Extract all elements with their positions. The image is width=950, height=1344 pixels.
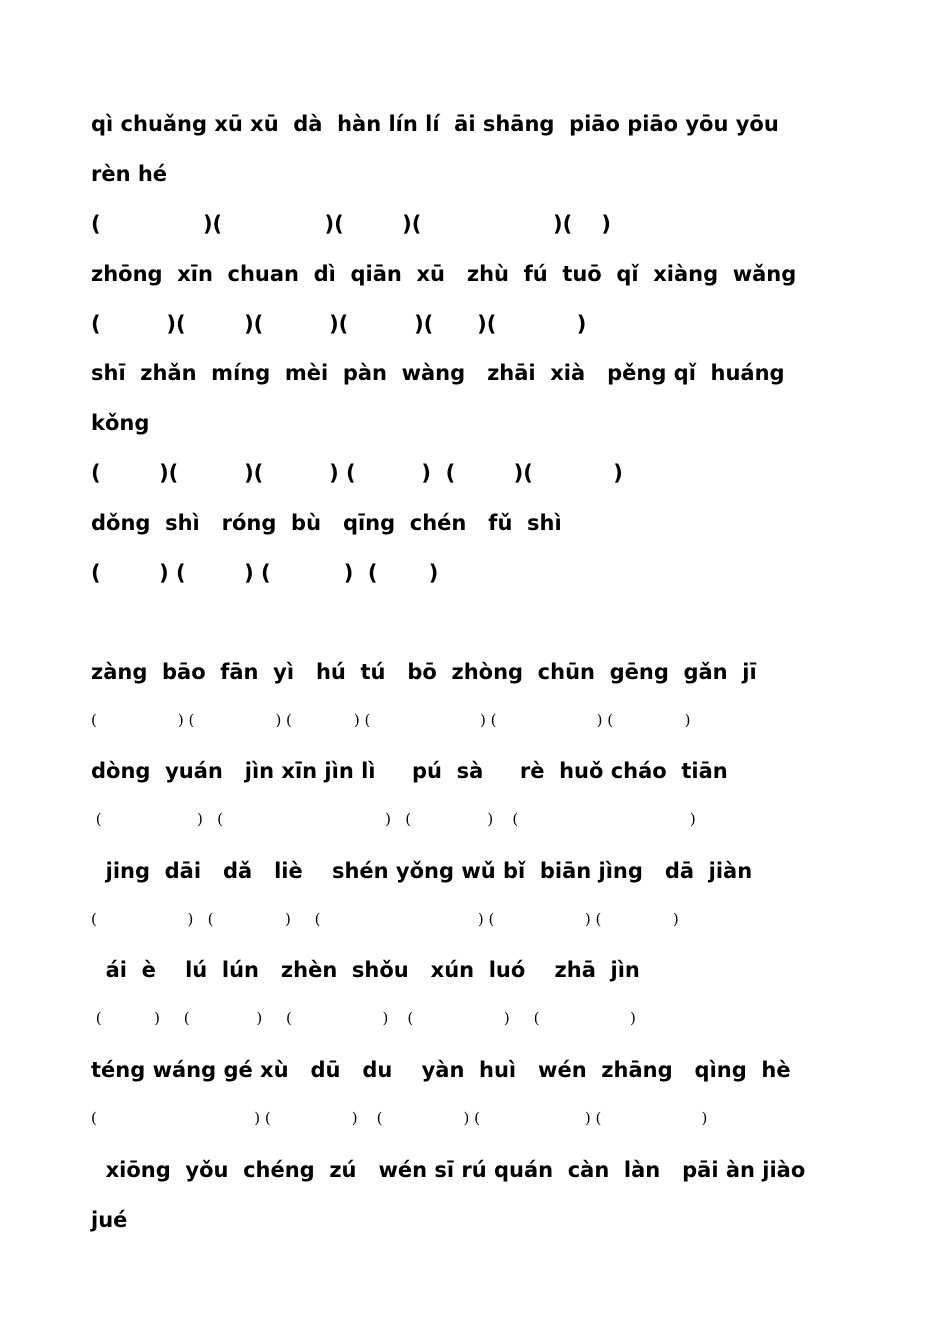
answer-brackets-line: ( ) ( ) ( ) ( ) ( ) ( ) bbox=[91, 711, 691, 729]
pinyin-line: jing dāi dǎ liè shén yǒng wǔ bǐ biān jìng dā jiàn bbox=[91, 859, 753, 883]
pinyin-line: zhōng xīn chuan dì qiān xū zhù fú tuō qǐ xiàng wǎng bbox=[91, 262, 797, 286]
answer-brackets-line: ( ) ( ) ( ) ( ) bbox=[91, 810, 696, 828]
answer-brackets-line: ( )( )( )( )( )( ) bbox=[91, 312, 587, 336]
pinyin-line: kǒng bbox=[91, 411, 150, 435]
answer-brackets-line: ( )( )( ) ( ) ( )( ) bbox=[91, 461, 623, 485]
answer-brackets-line: ( ) ( ) ( ) ( ) ( ) bbox=[91, 1109, 708, 1127]
pinyin-line: dòng yuán jìn xīn jìn lì pú sà rè huǒ cháo tiān bbox=[91, 759, 728, 783]
answer-brackets-line: ( ) ( ) ( ) ( ) bbox=[91, 561, 439, 585]
pinyin-line: jué bbox=[91, 1208, 128, 1232]
pinyin-line: rèn hé bbox=[91, 162, 168, 186]
pinyin-line: téng wáng gé xù dū du yàn huì wén zhāng qìng hè bbox=[91, 1058, 791, 1082]
pinyin-line: xiōng yǒu chéng zú wén sī rú quán càn làn pāi àn jiào bbox=[91, 1158, 806, 1182]
answer-brackets-line: ( ) ( ) ( ) ( ) ( ) bbox=[91, 1009, 636, 1027]
pinyin-line: dǒng shì róng bù qīng chén fǔ shì bbox=[91, 511, 562, 535]
pinyin-line: zàng bāo fān yì hú tú bō zhòng chūn gēng gǎn jī bbox=[91, 660, 757, 684]
answer-brackets-line: ( )( )( )( )( ) bbox=[91, 212, 612, 236]
pinyin-line: qì chuǎng xū xū dà hàn lín lí āi shāng piāo piāo yōu yōu bbox=[91, 112, 779, 136]
pinyin-line: shī zhǎn míng mèi pàn wàng zhāi xià pěng qǐ huáng bbox=[91, 361, 785, 385]
pinyin-line: ái è lú lún zhèn shǒu xún luó zhā jìn bbox=[91, 958, 640, 982]
answer-brackets-line: ( ) ( ) ( ) ( ) ( ) bbox=[91, 910, 679, 928]
